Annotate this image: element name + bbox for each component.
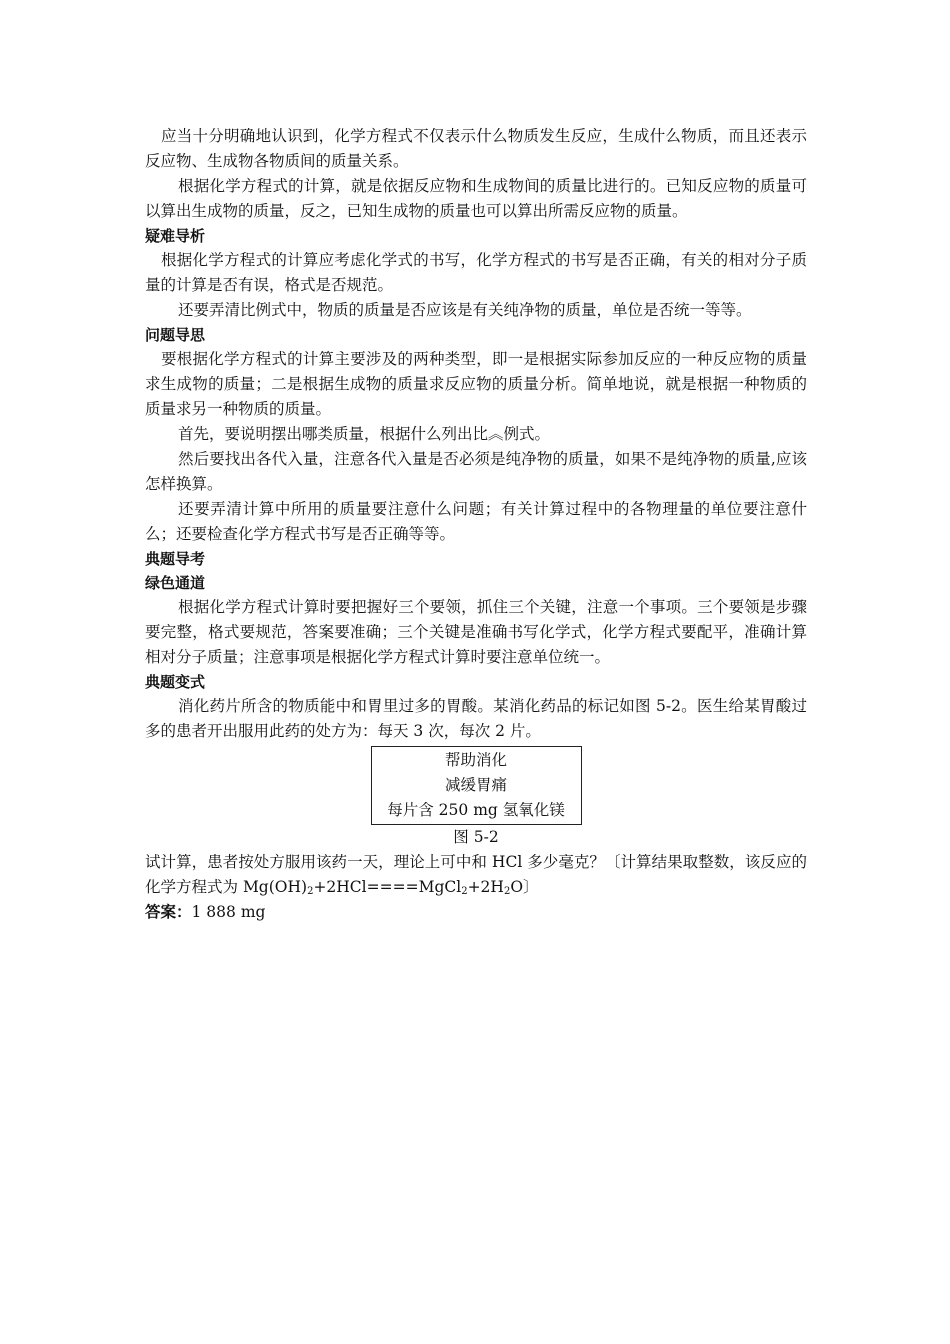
heading-typical: 典题导考 xyxy=(145,550,206,568)
answer-label: 答案： xyxy=(145,903,192,921)
questions-paragraph-2 xyxy=(145,422,807,447)
variant-paragraph-1: 消化药片所含的物质能中和胃里过多的胃酸。某消化药品的标记如图 5-2。医生给某胃酸过多的患者开出服用此药的处方为：每天 3 次，每次 2 片。 xyxy=(145,697,807,740)
heading-variant: 典题变式 xyxy=(145,673,206,691)
figure-label-wrapper xyxy=(145,746,807,825)
questions-paragraph-2-text: 首先，要说明摆出哪类质量，根据什么列出比 xyxy=(178,425,489,443)
label-line-2: 减缓胃痛 xyxy=(444,776,507,794)
heading-green-channel: 绿色通道 xyxy=(145,574,206,592)
eq-part-1: Mg(OH) xyxy=(242,878,308,896)
questions-paragraph-4: 还要弄清计算中所用的质量要注意什么问题；有关计算过程中的各物理量的单位要注意什么；还要检查化学方程式书写是否正确等等。 xyxy=(145,500,807,543)
label-line-3: 每片含 250 mg 氢氧化镁 xyxy=(387,801,565,819)
eq-sub-2: 2 xyxy=(461,886,468,897)
document-page xyxy=(145,124,807,925)
answer-value: 1 888 mg xyxy=(191,903,266,921)
question-paragraph xyxy=(145,850,807,900)
ratio-mark: ︽ xyxy=(488,425,504,443)
difficulty-paragraph-1: 根据化学方程式的计算应考虑化学式的书写，化学方程式的书写是否正确，有关的相对分子质量的计算是否有误，格式是否规范。 xyxy=(145,251,807,294)
figure-caption: 图 5-2 xyxy=(453,828,499,846)
eq-part-3: +2H xyxy=(467,878,504,896)
label-line-1: 帮助消化 xyxy=(444,751,507,769)
medicine-label-box xyxy=(371,746,582,825)
intro-paragraph-1: 应当十分明确地认识到，化学方程式不仅表示什么物质发生反应，生成什么物质，而且还表示反应物、生成物各物质间的质量关系。 xyxy=(145,127,807,170)
questions-paragraph-3: 然后要找出各代入量，注意各代入量是否必须是纯净物的质量，如果不是纯净物的质量,应该怎样换算。 xyxy=(145,450,807,493)
eq-part-2: +2HCl====MgCl xyxy=(313,878,462,896)
green-paragraph-1: 根据化学方程式计算时要把握好三个要领，抓住三个关键，注意一个事项。三个要领是步骤要完整，格式要规范，答案要准确；三个关键是准确书写化学式，化学方程式要配平，准确计算相对分子质量；注意事项是根据化学方程式计算时要注意单位统一。 xyxy=(145,598,807,666)
eq-sub-1: 2 xyxy=(307,886,314,897)
heading-difficulty: 疑难导析 xyxy=(145,227,206,245)
heading-questions: 问题导思 xyxy=(145,326,206,344)
difficulty-paragraph-2: 还要弄清比例式中，物质的质量是否应该是有关纯净物的质量，单位是否统一等等。 xyxy=(178,301,752,319)
intro-paragraph-2: 根据化学方程式的计算，就是依据反应物和生成物间的质量比进行的。已知反应物的质量可以算出生成物的质量，反之，已知生成物的质量也可以算出所需反应物的质量。 xyxy=(145,177,807,220)
answer-line xyxy=(145,900,807,925)
questions-paragraph-1: 要根据化学方程式的计算主要涉及的两种类型，即一是根据实际参加反应的一种反应物的质量求生成物的质量；二是根据生成物的质量求反应物的质量分析。简单地说，就是根据一种物质的质量求另一种物质的质量。 xyxy=(145,350,807,418)
question-text: 试计算，患者按处方服用该药一天，理论上可中和 HCl 多少毫克？〔计算结果取整数，该反应的化学方程式为 xyxy=(145,853,807,896)
questions-paragraph-2-end: 例式。 xyxy=(503,425,551,443)
eq-part-4: O〕 xyxy=(510,878,539,896)
eq-sub-3: 2 xyxy=(503,886,511,897)
